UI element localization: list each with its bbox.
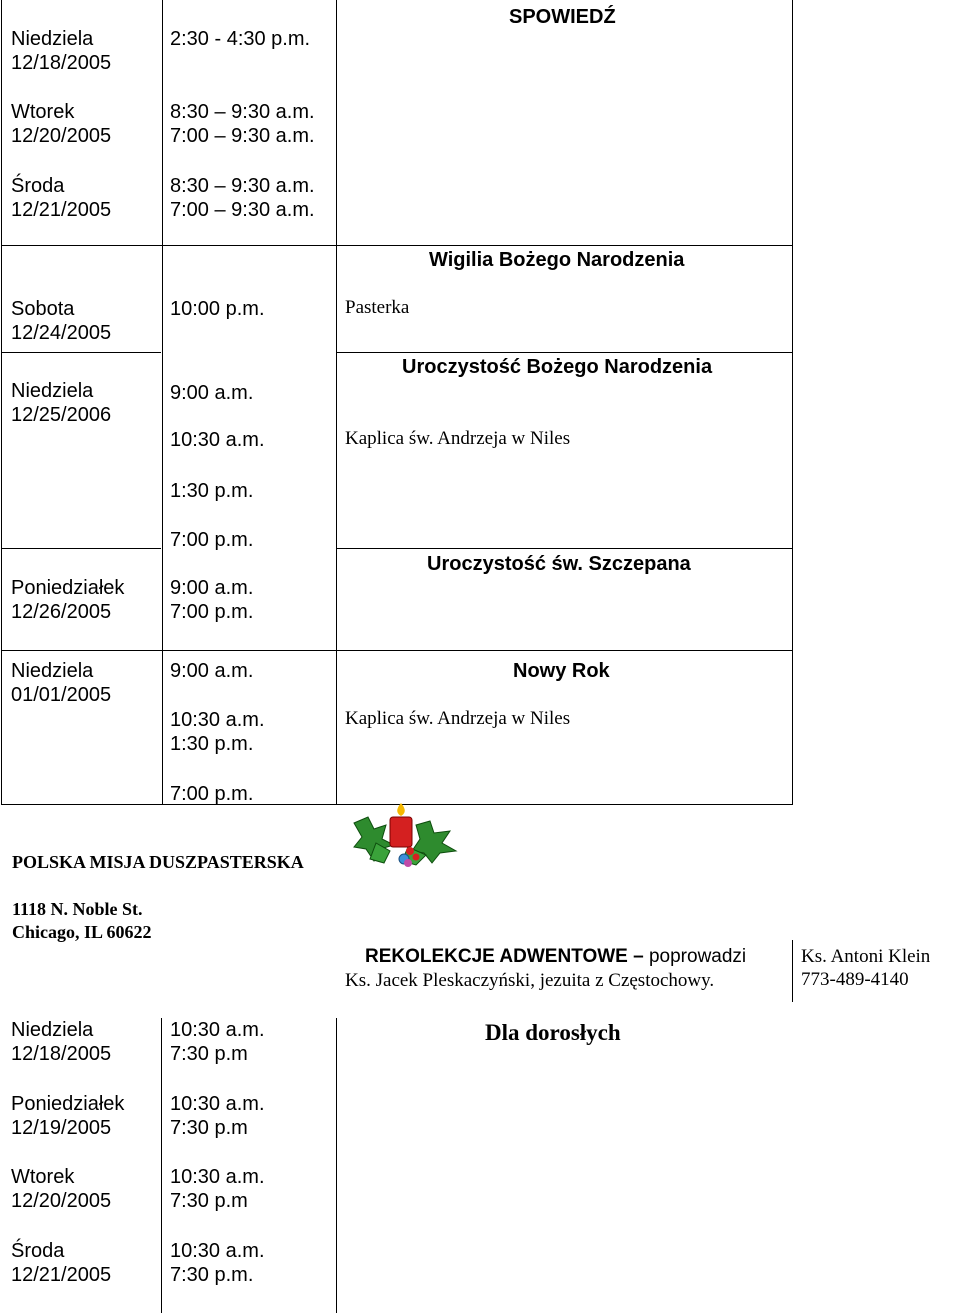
christmas-eve-title: Wigilia Bożego Narodzenia (429, 249, 685, 271)
grid-line (162, 0, 163, 805)
st-stephen-title: Uroczystość św. Szczepana (427, 553, 691, 575)
time-cell: 1:30 p.m. (170, 480, 254, 502)
mission-city: Chicago, IL 60622 (12, 922, 152, 942)
grid-line (1, 352, 161, 353)
day-cell: Wtorek 12/20/2005 (11, 1166, 112, 1212)
contact-name: Ks. Antoni Klein (801, 946, 931, 967)
grid-line (161, 1018, 162, 1313)
day-cell: Poniedziałek 12/19/2005 (11, 1093, 125, 1139)
time-cell: 9:00 a.m. (170, 660, 254, 682)
location-label: Kaplica św. Andrzeja w Niles (345, 708, 571, 729)
time-cell: 9:00 a.m. (170, 382, 254, 404)
time-cell: 10:30 a.m. 7:30 p.m (170, 1019, 265, 1065)
time-cell: 10:30 a.m. 7:30 p.m (170, 1093, 265, 1139)
day-cell: Niedziela 12/25/2006 (11, 380, 112, 426)
christmas-candle-holly-icon (346, 803, 462, 869)
christmas-day-title: Uroczystość Bożego Narodzenia (402, 356, 713, 378)
grid-line (336, 548, 793, 549)
grid-line (1, 0, 2, 805)
day-cell: Poniedziałek 12/26/2005 (11, 577, 125, 623)
time-cell: 10:30 a.m. 7:30 p.m. (170, 1240, 265, 1286)
retreat-subtitle: Ks. Jacek Pleskaczyński, jezuita z Częstochowy. (345, 970, 715, 991)
grid-line (1, 245, 793, 246)
confession-header: SPOWIEDŹ (509, 6, 616, 28)
day-cell: Sobota 12/24/2005 (11, 298, 112, 344)
flame (397, 803, 405, 816)
time-cell: 10:00 p.m. (170, 298, 265, 320)
time-cell: 8:30 – 9:30 a.m. 7:00 – 9:30 a.m. (170, 175, 315, 221)
mission-name: POLSKA MISJA DUSZPASTERSKA (12, 852, 304, 872)
berry (406, 847, 414, 855)
retreat-title: REKOLEKCJE ADWENTOWE – poprowadzi (365, 946, 747, 967)
day-cell: Niedziela 12/18/2005 (11, 28, 112, 74)
contact-phone: 773-489-4140 (801, 969, 909, 990)
day-cell: Środa 12/21/2005 (11, 175, 112, 221)
berry (413, 854, 420, 861)
time-cell: 2:30 - 4:30 p.m. (170, 28, 311, 50)
grid-line (336, 1018, 337, 1313)
day-cell: Niedziela 01/01/2005 (11, 660, 112, 706)
new-year-title: Nowy Rok (513, 660, 610, 682)
grid-line (792, 0, 793, 805)
grid-line (1, 650, 793, 651)
time-cell: 10:30 a.m. (170, 429, 265, 451)
audience-title: Dla dorosłych (485, 1020, 621, 1045)
candle (390, 817, 412, 847)
grid-line (792, 940, 793, 1002)
time-cell: 10:30 a.m. 7:30 p.m (170, 1166, 265, 1212)
time-cell: 9:00 a.m. 7:00 p.m. (170, 577, 254, 623)
pasterka-label: Pasterka (345, 297, 410, 318)
ornament (404, 859, 412, 867)
time-cell: 7:00 p.m. (170, 529, 254, 551)
grid-line (336, 352, 793, 353)
day-cell: Niedziela 12/18/2005 (11, 1019, 112, 1065)
grid-line (1, 548, 161, 549)
grid-line (336, 0, 337, 805)
day-cell: Wtorek 12/20/2005 (11, 101, 112, 147)
time-cell: 1:30 p.m. (170, 733, 254, 755)
location-label: Kaplica św. Andrzeja w Niles (345, 428, 571, 449)
mission-street: 1118 N. Noble St. (12, 899, 143, 919)
time-cell: 10:30 a.m. (170, 709, 265, 731)
time-cell: 8:30 – 9:30 a.m. 7:00 – 9:30 a.m. (170, 101, 315, 147)
time-cell: 7:00 p.m. (170, 783, 254, 805)
day-cell: Środa 12/21/2005 (11, 1240, 112, 1286)
